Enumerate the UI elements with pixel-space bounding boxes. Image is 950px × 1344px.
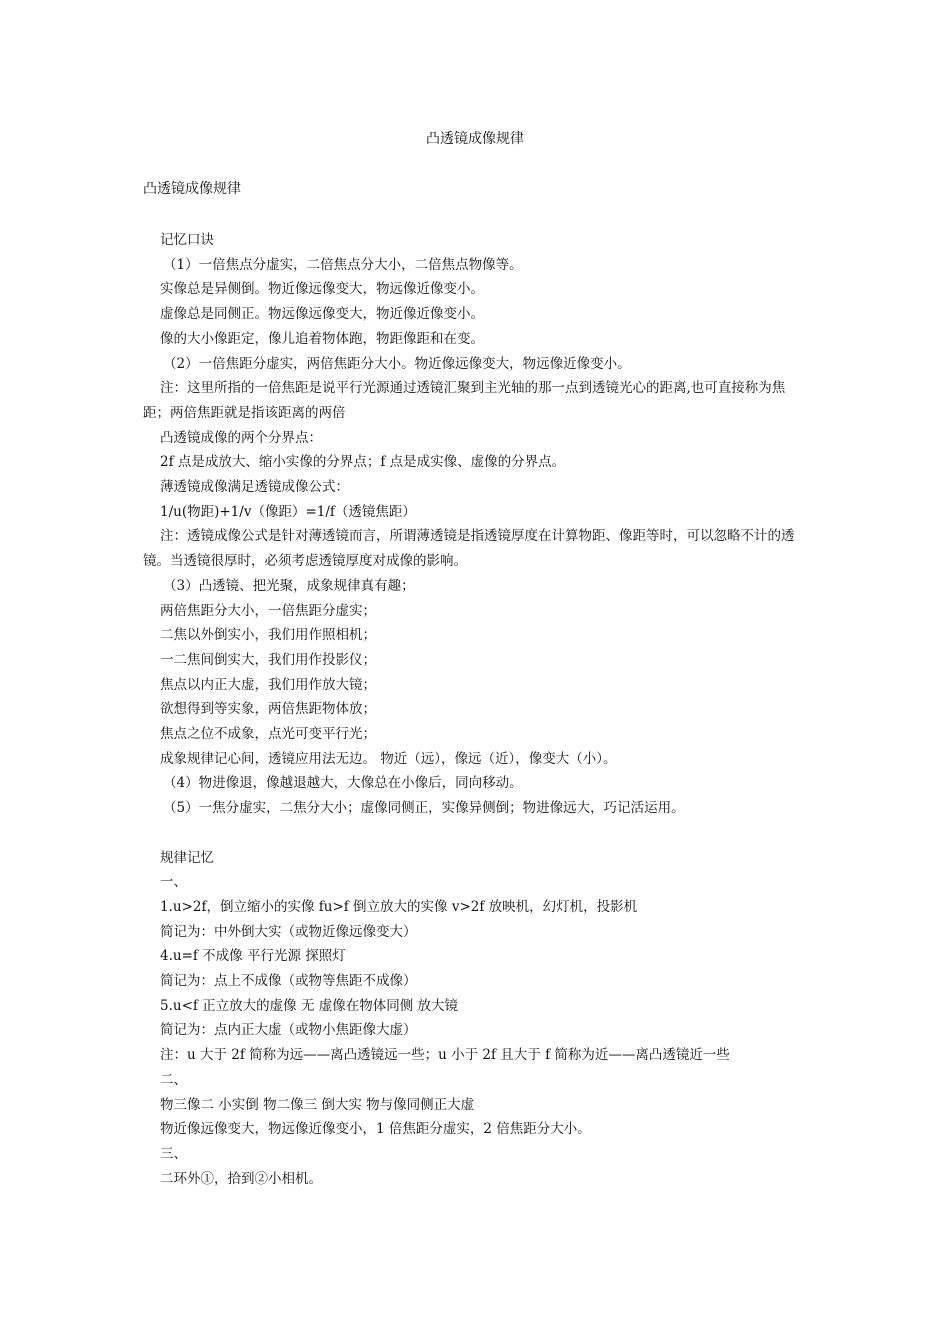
text-line: 一、 [160,874,187,891]
text-line: 一二焦间倒实大，我们用作投影仪； [160,651,376,668]
text-line: 注：u 大于 2f 简称为远——离凸透镜远一些；u 小于 2f 且大于 f 简称为近——离凸透镜近一些 [160,1047,730,1064]
text-line: 凸透镜成像的两个分界点： [160,429,322,446]
text-line: 两倍焦距分大小，一倍焦距分虚实； [160,602,376,619]
text-line: 焦点以内正大虚，我们用作放大镜； [160,676,376,693]
text-line: 二焦以外倒实小，我们用作照相机； [160,627,376,644]
text-line: 简记为：点上不成像（或物等焦距不成像） [160,973,417,990]
text-line: 简记为：点内正大虚（或物小焦距像大虚） [160,1022,417,1039]
text-line: 物三像二 小实倒 物二像三 倒大实 物与像同侧正大虚 [160,1096,475,1113]
text-line: 简记为：中外倒大实（或物近像远像变大） [160,923,417,940]
text-line: 实像总是异侧倒。物近像远像变大，物远像近像变小。 [160,281,484,298]
page-title: 凸透镜成像规律 [426,131,524,147]
text-line: 欲想得到等实象，两倍焦距物体放； [160,701,376,718]
text-line: 规律记忆 [160,849,214,866]
text-line: 薄透镜成像满足透镜成像公式： [160,479,349,496]
text-line: 成象规律记心间，透镜应用法无边。 物近（远），像远（近），像变大（小）。 [160,750,617,767]
text-line: 注：这里所指的一倍焦距是说平行光源通过透镜汇聚到主光轴的那一点到透镜光心的距离,也可直接称为焦距；两倍焦距就是指该距离的两倍 [143,380,786,421]
text-line: 注：透镜成像公式是针对薄透镜而言，所谓薄透镜是指透镜厚度在计算物距、像距等时，可以忽略不计的透镜。当透镜很厚时，必须考虑透镜厚度对成像的影响。 [143,528,795,570]
text-line: 焦点之位不成象，点光可变平行光； [160,726,376,743]
text-line: （1）一倍焦点分虚实，二倍焦点分大小，二倍焦点物像等。 [163,256,523,273]
text-line: 1/u(物距)+1/v（像距）=1/f（透镜焦距） [160,503,416,520]
text-line: （3）凸透镜、把光聚，成象规律真有趣； [163,577,415,594]
text-line: 二环外①，拾到②小相机。 [160,1170,322,1187]
text-line: 2f 点是成放大、缩小实像的分界点；f 点是成实像、虚像的分界点。 [160,454,566,471]
text-line: 4.u=f 不成像 平行光源 探照灯 [160,948,346,965]
text-line: 二、 [160,1071,187,1088]
text-line: 虚像总是同侧正。物远像远像变大，物近像近像变小。 [160,306,484,323]
text-line: 1.u>2f，倒立缩小的实像 fu>f 倒立放大的实像 v>2f 放映机，幻灯机，投影机 [160,898,638,915]
section-heading: 凸透镜成像规律 [143,181,241,197]
text-line: 记忆口诀 [160,232,214,248]
text-line: 三、 [160,1146,187,1162]
document-body [143,228,811,1191]
blank-line [143,821,811,846]
text-line: （2）一倍焦距分虚实，两倍焦距分大小。物近像远像变大，物远像近像变小。 [163,355,631,372]
text-line: （4）物进像退，像越退越大，大像总在小像后，同向移动。 [163,775,523,792]
text-line: 像的大小像距定，像儿追着物体跑，物距像距和在变。 [160,330,484,347]
text-line: 物近像远像变大，物远像近像变小，1 倍焦距分虚实，2 倍焦距分大小。 [160,1121,591,1138]
text-line: （5）一焦分虚实，二焦分大小；虚像同侧正，实像异侧倒；物进像远大，巧记活运用。 [163,800,685,817]
text-line: 5.u<f 正立放大的虚像 无 虚像在物体同侧 放大镜 [160,997,459,1014]
